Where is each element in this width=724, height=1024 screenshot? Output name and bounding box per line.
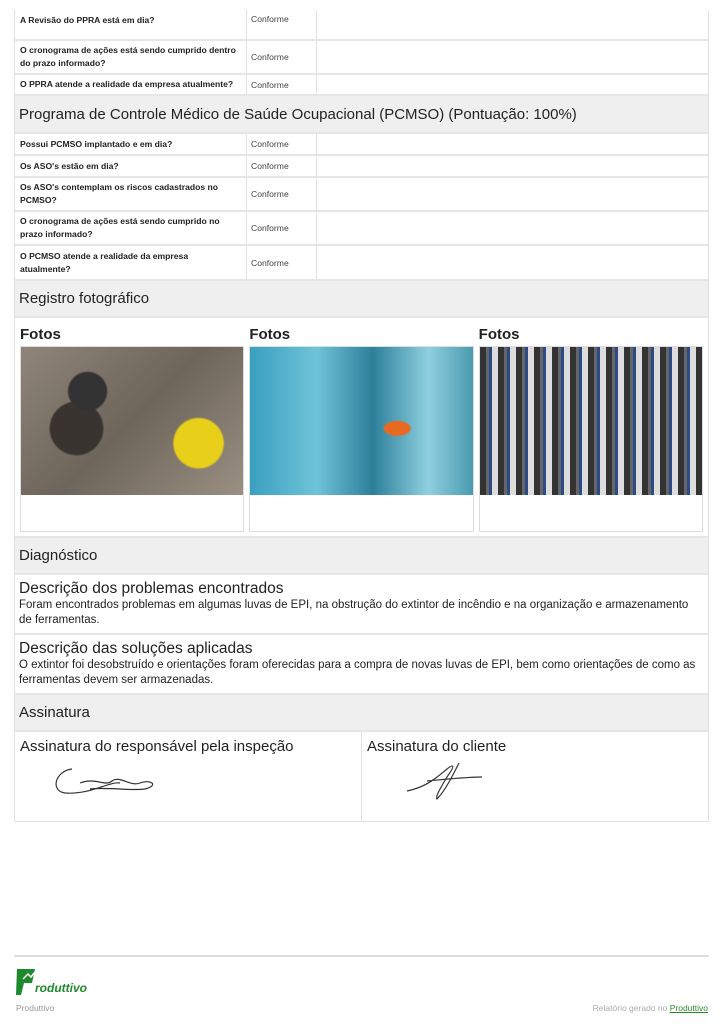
answer: Conforme [247, 41, 317, 73]
problems-text: Foram encontrados problemas em algumas luvas de EPI, na obstrução do extintor de incêndio e na organização e armazenamento de ferramentas. [19, 599, 689, 626]
produttivo-link[interactable]: Produttivo [669, 1003, 708, 1013]
answer: Conforme [247, 134, 317, 154]
table-row [15, 41, 708, 75]
problems-block [15, 575, 708, 635]
solutions-block [15, 635, 708, 695]
table-row [15, 246, 708, 281]
table-row [15, 10, 708, 41]
section-title-assinatura: Assinatura [15, 695, 708, 732]
svg-text:roduttivo: roduttivo [35, 981, 87, 995]
question: Os ASO's estão em dia? [15, 156, 247, 176]
table-row [15, 156, 708, 178]
section-title-photos: Registro fotográfico [15, 281, 708, 318]
section-title-diagnostico: Diagnóstico [15, 538, 708, 575]
question: O PCMSO atende a realidade da empresa atualmente? [15, 246, 247, 279]
photo-plant[interactable] [250, 347, 472, 495]
photo-epi[interactable] [21, 347, 243, 495]
client-signature-label: Assinatura do cliente [367, 738, 507, 755]
client-signature [362, 732, 708, 821]
solutions-text: O extintor foi desobstruído e orientações foram oferecidas para a compra de novas luvas de EPI, bem como orientações de como as ferramentas devem ser armazenadas. [19, 659, 696, 686]
produttivo-logo [15, 965, 91, 1000]
answer: Conforme [247, 10, 317, 39]
footer-company: Produttivo [16, 1003, 55, 1013]
answer: Conforme [247, 246, 317, 279]
question: A Revisão do PPRA está em dia? [15, 10, 247, 39]
photo-label: Fotos [478, 326, 520, 343]
signature-image [397, 757, 517, 805]
photo-label: Fotos [249, 326, 291, 343]
answer: Conforme [247, 75, 317, 94]
footer-generated [593, 1003, 708, 1013]
generated-text: Relatório gerado no [592, 1003, 668, 1013]
question: Possui PCMSO implantado e em dia? [15, 134, 247, 154]
signature-image [50, 761, 170, 801]
table-row [15, 75, 708, 96]
footer-divider [14, 955, 709, 957]
answer: Conforme [247, 178, 317, 210]
question: O cronograma de ações está sendo cumprido no prazo informado? [15, 212, 247, 244]
table-row [15, 134, 708, 156]
inspector-signature [15, 732, 362, 821]
question: O PPRA atende a realidade da empresa atualmente? [15, 75, 247, 94]
question: O cronograma de ações está sendo cumprido dentro do prazo informado? [15, 41, 247, 73]
table-row [15, 178, 708, 212]
solutions-title: Descrição das soluções aplicadas [19, 640, 253, 657]
photo-electrical-panel[interactable] [480, 347, 702, 495]
section-title-pcmso: Programa de Controle Médico de Saúde Ocupacional (PCMSO) (Pontuação: 100%) [15, 96, 708, 134]
problems-title: Descrição dos problemas encontrados [19, 580, 284, 597]
signatures [15, 732, 708, 822]
question: Os ASO's contemplam os riscos cadastrados no PCMSO? [15, 178, 247, 210]
photo-label: Fotos [20, 326, 61, 343]
answer: Conforme [247, 156, 317, 176]
table-row [15, 212, 708, 246]
inspector-signature-label: Assinatura do responsável pela inspeção [20, 738, 294, 755]
photo-gallery [15, 318, 708, 538]
answer: Conforme [247, 212, 317, 244]
report [14, 10, 709, 822]
